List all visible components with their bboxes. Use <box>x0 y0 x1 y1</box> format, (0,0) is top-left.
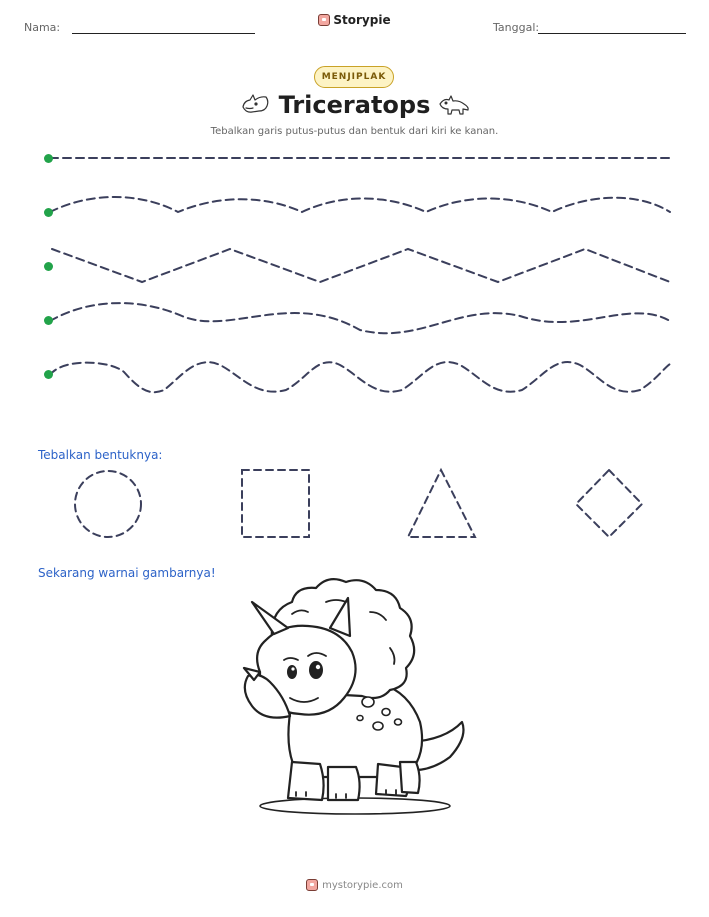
name-writing-line[interactable] <box>72 33 255 34</box>
storypie-logo-icon <box>306 879 318 891</box>
trace-shape-diamond <box>576 470 642 537</box>
trace-line-wave-2 <box>50 303 670 333</box>
start-dot <box>44 316 53 325</box>
start-dot <box>44 262 53 271</box>
page-title: Triceratops <box>278 91 431 119</box>
start-dot <box>44 154 53 163</box>
trace-shape-circle <box>75 471 141 537</box>
triceratops-coloring-illustration[interactable] <box>230 572 480 820</box>
date-writing-line[interactable] <box>538 33 686 34</box>
trace-line-wave-1 <box>50 197 670 212</box>
brand-name: Storypie <box>333 13 391 27</box>
date-label: Tanggal: <box>493 21 540 34</box>
dino-body-right-icon <box>437 92 471 118</box>
trace-shape-square <box>242 470 309 537</box>
brand <box>0 13 709 29</box>
start-dot <box>44 208 53 217</box>
trace-line-wave-3 <box>50 362 670 392</box>
trace-shape-triangle <box>408 470 475 537</box>
start-dot <box>44 370 53 379</box>
instructions: Tebalkan garis putus-putus dan bentuk dari kiri ke kanan. <box>210 126 499 137</box>
footer-url[interactable]: mystorypie.com <box>322 879 403 891</box>
shapes-label: Tebalkan bentuknya: <box>38 448 163 462</box>
trace-shapes-area[interactable] <box>0 462 709 546</box>
storypie-logo-icon <box>318 14 330 26</box>
trace-line-zigzag <box>52 249 670 282</box>
footer <box>0 879 709 894</box>
name-label: Nama: <box>24 21 61 34</box>
activity-badge: MENJIPLAK <box>314 66 394 88</box>
trace-lines-area[interactable] <box>0 140 709 400</box>
coloring-label: Sekarang warnai gambarnya! <box>38 566 216 580</box>
